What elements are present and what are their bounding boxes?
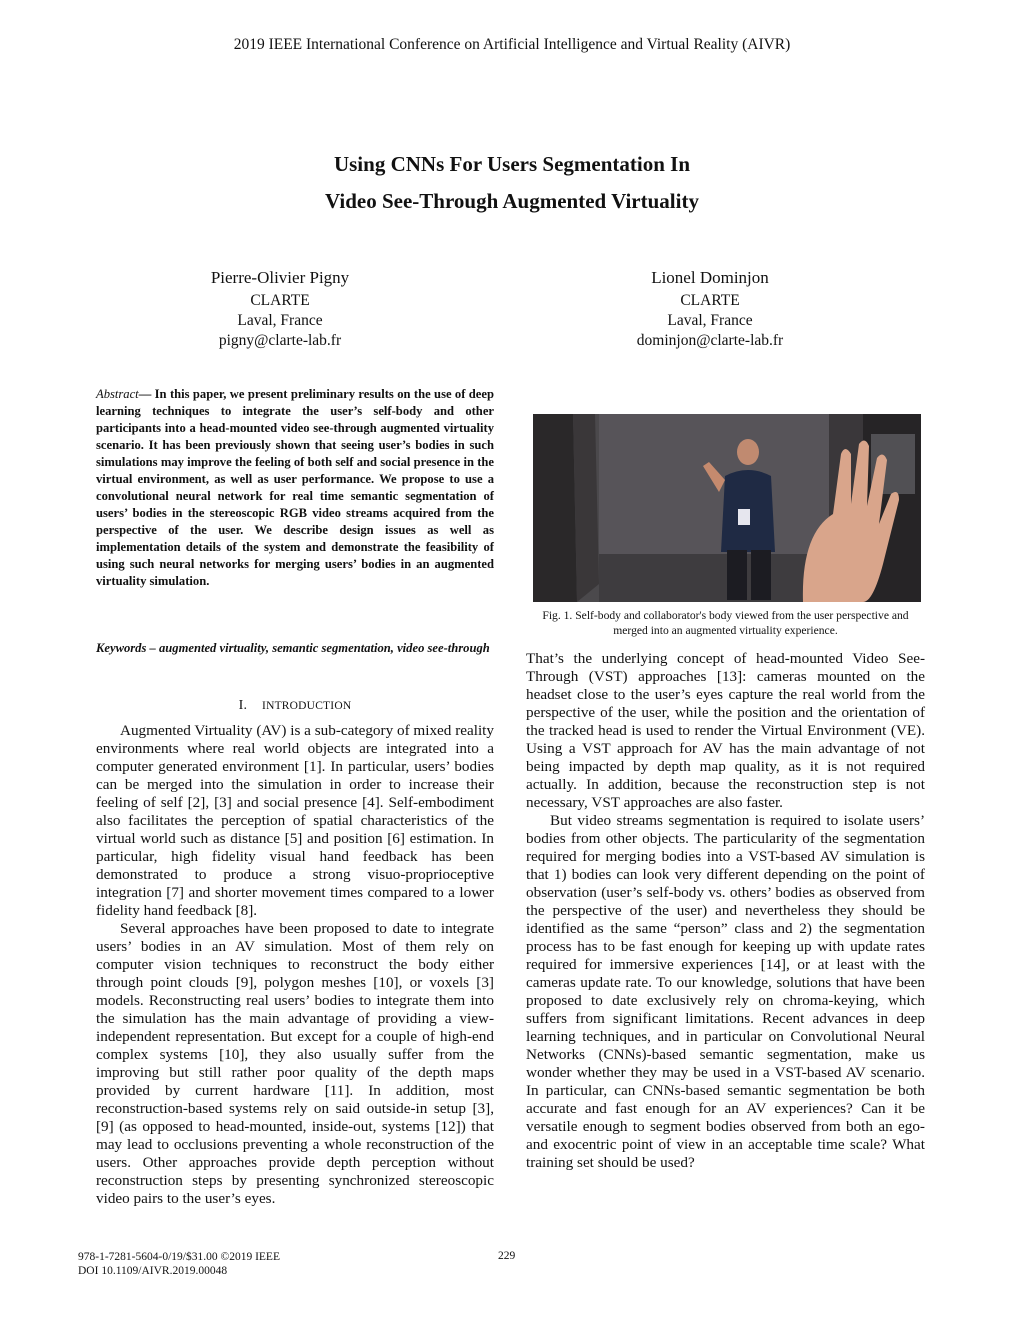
footer-isbn: 978-1-7281-5604-0/19/$31.00 ©2019 IEEE (78, 1251, 280, 1263)
left-column-body (96, 722, 494, 1208)
paragraph: That’s the underlying concept of head-mounted Video See-Through (VST) approaches [13]: cameras mounted on the headset close to the user’s eyes capture the real world from the perspective of the user, while the position and the orientation of the tracked head is used to render the Virtual Environment (VE). Using a VST approach for AV has the main advantage of not being impacted by depth map quality, as it is not required actually. In addition, because the reconstruction step is not necessary, VST approaches are also faster. (526, 650, 925, 811)
author-location: Laval, France (237, 312, 323, 329)
author-affiliation: CLARTE (250, 292, 310, 309)
paragraph: Augmented Virtuality (AV) is a sub-category of mixed reality environments where real world objects are integrated into a computer generated environment [1]. In particular, users’ bodies can be merged into the simulation in order to increase their feeling of self [2], [3] and social presence [4]. Self-embodiment also facilitates the perception of spatial characteristics of the virtual world such as distance [5] and position [6] estimation. In particular, high fidelity visual hand feedback has been demonstrated to produce a strong visuo-proprioceptive integration [7] and shorter movement times compared to a lower fidelity hand feedback [8]. (96, 722, 494, 919)
title-line-1: Using CNNs For Users Segmentation In (333, 152, 691, 176)
paper-title (0, 146, 1024, 220)
figure-1-image (533, 414, 921, 602)
author-name: Lionel Dominjon (651, 268, 769, 287)
footer-publication-info (78, 1250, 280, 1278)
keywords: Keywords – augmented virtuality, semantic segmentation, video see-through (96, 641, 490, 655)
paragraph: Several approaches have been proposed to date to integrate users’ bodies in an AV simulation. Most of them rely on computer vision techniques to reconstruct the body either through point clouds [9], polygon meshes [10], or voxels [3] models. Reconstructing real users’ bodies to integrate them into the simulation has the main advantage of providing a view-independent representation. But except for a couple of high-end complex systems [10], they also usually suffer from the improving but still rather poor quality of the depth maps provided by current hardware [11]. In addition, most reconstruction-based systems rely on said outside-in setup [3], [9] (as opposed to head-mounted, inside-out, systems [12]) that may lead to occlusions preventing a whole reconstruction of the users. Other approaches provide depth perception without reconstruction steps by presenting synchronized stereoscopic video pairs to the user’s eyes. (96, 920, 494, 1207)
author-email[interactable]: dominjon@clarte-lab.fr (636, 332, 784, 349)
right-column-body (526, 650, 925, 1172)
abstract (96, 386, 494, 590)
author-email[interactable]: pigny@clarte-lab.fr (218, 332, 342, 349)
author-block-1 (130, 268, 430, 351)
author-affiliation: CLARTE (680, 292, 740, 309)
page-number: 229 (498, 1250, 516, 1262)
section-heading (96, 698, 494, 714)
abstract-label: Abstract (96, 387, 139, 401)
author-name: Pierre-Olivier Pigny (210, 268, 350, 287)
section-title: INTRODUCTION (262, 700, 352, 712)
section-number: I. (238, 698, 248, 713)
footer-doi[interactable]: DOI 10.1109/AIVR.2019.00048 (78, 1265, 228, 1277)
abstract-text: — In this paper, we present preliminary results on the use of deep learning techniques to integrate the user’s self-body and other participants into a head-mounted video see-through augmented virtuality scenario. It has been previously shown that seeing user’s bodies in such simulations may improve the feeling of both self and social presence in the virtual environment, as well as user performance. We propose to use a convolutional neural network for real time semantic segmentation of users’ bodies in the stereoscopic RGB video streams acquired from the perspective of the user. We describe design issues as well as implementation details of the system and demonstrate the feasibility of using such neural networks for merging users’ bodies in an augmented virtuality simulation. (96, 387, 494, 588)
author-location: Laval, France (667, 312, 753, 329)
author-block-2 (560, 268, 860, 351)
conference-header: 2019 IEEE International Conference on Artificial Intelligence and Virtual Reality (AIVR) (233, 36, 791, 53)
figure-illustration (533, 414, 921, 602)
paragraph: But video streams segmentation is required to isolate users’ bodies from other objects. The particularity of the segmentation required for merging bodies into a VST-based AV simulation is that 1) bodies can look very different depending on the point of observation (user’s self-body vs. others’ bodies as observed from the perspective of the user) and nevertheless they should be identified as the same “person” class and 2) the segmentation process has to be fast enough for keeping up with update rates required for immersive experiences [14], or at least with the cameras update rate. To our knowledge, solutions that have been proposed to date exclusively rely on chroma-keying, which suffers from significant limitations. Recent advances in deep learning techniques, and in particular on Convolutional Neural Networks (CNNs)-based semantic segmentation, make us wonder whether they may be used in a VST-based AV scenario. In particular, can CNNs-based semantic segmentation be both accurate and fast enough for an AV experiences? Can it be versatile enough to segment bodies observed from both an ego- and exocentric point of view in an acceptable time scale? What training set should be used? (526, 812, 925, 1171)
title-line-2: Video See-Through Augmented Virtuality (325, 189, 699, 213)
figure-1-caption: Fig. 1. Self-body and collaborator's body viewed from the user perspective and merged into an augmented virtuality experience. (542, 609, 909, 637)
